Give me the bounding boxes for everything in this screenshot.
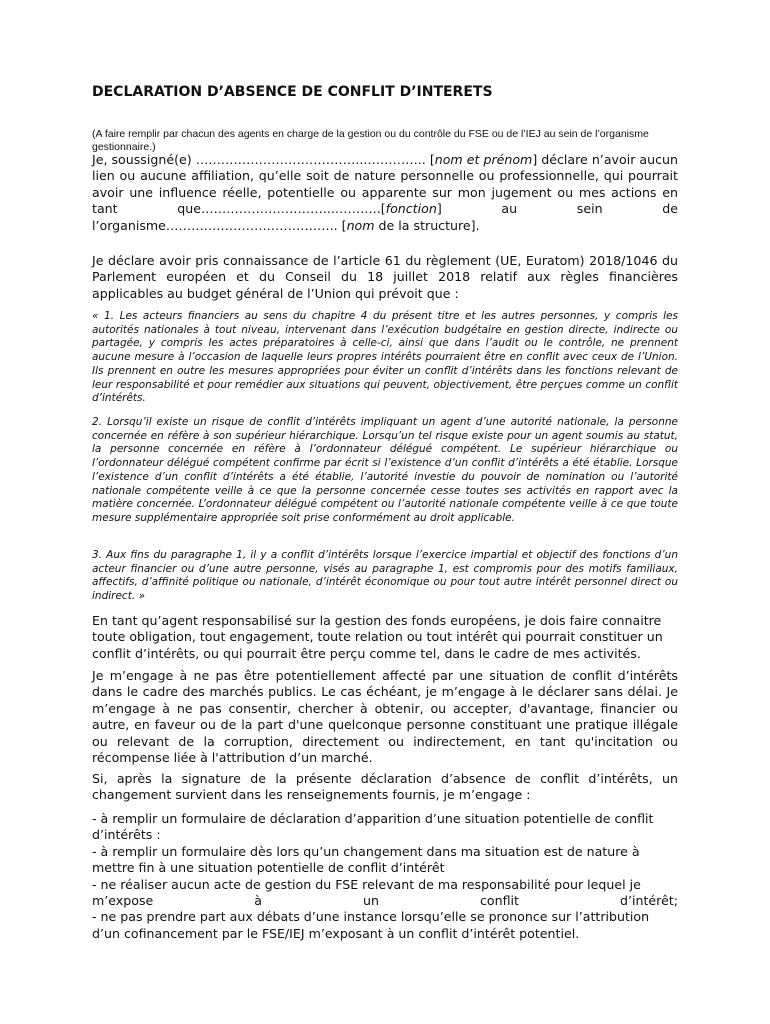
list-item-continuation: m’expose à un conflit d’intérêt; (92, 893, 678, 909)
list-item: - à remplir un formulaire dès lors qu’un changement dans ma situation est de nature à mettre fin à une situation potentielle de conflit d’intérêt (92, 843, 640, 876)
quote-paragraph-1: « 1. Les acteurs financiers au sens du chapitre 4 du présent titre et les autres personnes, y compris les autorités nationales à tout niveau, intervenant dans l’exécution budgétaire en gestion directe, indirecte ou partagée, y compris les actes préparatoires à celle-ci, ainsi que dans l’audit ou le contrôle, ne prennent aucune mesure à l’occasion de laquelle leurs propres intérêts pourraient être en conflit avec ceux de l’Union. Ils prennent en outre les mesures appropriées pour éviter un conflit d’intérêts dans les fonctions relevant de leur responsabilité et pour remédier aux situations qui peuvent, objectivement, être perçues comme un conflit d’intérêts. (92, 310, 678, 405)
list-item: - à remplir un formulaire de déclaration d’apparition d’une situation potentielle de conflit d’intérêts : (92, 811, 654, 843)
declaration-paragraph: Je déclare avoir pris connaissance de l’article 61 du règlement (UE, Euratom) 2018/1046 du Parlement européen et du Conseil du 18 juillet 2018 relatif aux règles financières applicables au budget général de l’Union qui prévoit que : (92, 253, 678, 301)
list-item: - ne réaliser aucun acte de gestion du FSE relevant de ma responsabilité pour lequel je (92, 876, 641, 892)
document-title: DECLARATION D’ABSENCE DE CONFLIT D’INTERETS (92, 84, 493, 100)
change-paragraph: Si, après la signature de la présente déclaration d’absence de conflit d’intérêts, un changement survient dans les renseignements fournis, je m’engage : (92, 771, 678, 803)
placeholder-nom-prenom: nom et prénom (434, 152, 533, 167)
quote-paragraph-2: 2. Lorsqu’il existe un risque de conflit d’intérêts impliquant un agent d’une autorité nationale, la personne concernée en réfère à son supérieur hiérarchique. Lorsqu’un tel risque existe pour un agent soumis au statut, la personne concernée en réfère à l’ordonnateur délégué compétent. Le supérieur hiérarchique ou l’ordonnateur délégué compétent confirme par écrit si l’existence d’un conflit d’intérêts a été établie. Lorsque l’existence d’un conflit d’intérêts a été établie, l’autorité investie du pouvoir de nomination ou l’autorité nationale compétente veille à ce que la personne concernée cesse toutes ses activités en rapport avec la matière concernée. L’ordonnateur délégué compétent ou l’autorité nationale compétente veille à ce que toute mesure supplémentaire appropriée soit prise conformément au droit applicable. (92, 416, 678, 524)
list-item: - ne pas prendre part aux débats d’une instance lorsqu’elle se prononce sur l’attribution d’un cofinancement par le FSE/IEJ m’exposant à un conflit d’intérêt potentiel. (92, 909, 650, 941)
quote-paragraph-3: 3. Aux fins du paragraphe 1, il y a conflit d’intérêts lorsque l’exercice impartial et objectif des fonctions d’un acteur financier ou d’une autre personne, visés au paragraphe 1, est compromis pour des motifs familiaux, affectifs, d’affinité politique ou nationale, d’intérêt économique ou pour tout autre intérêt personnel direct ou indirect. » (92, 549, 678, 603)
instruction-note: (A faire remplir par chacun des agents en charge de la gestion ou du contrôle du FSE ou de l’IEJ au sein de l’organisme gestionnaire.) (92, 128, 649, 153)
placeholder-nom: nom (346, 217, 375, 233)
commitment-list (92, 811, 678, 942)
placeholder-fonction: fonction (385, 201, 437, 217)
agent-paragraph: En tant qu’agent responsabilisé sur la gestion des fonds européens, je dois faire connaitre toute obligation, tout engagement, toute relation ou tout intérêt qui pourrait constituer un conflit d’intérêts, ou qui pourrait être perçu comme tel, dans le cadre de mes activités. (92, 613, 663, 661)
engagement-paragraph: Je m’engage à ne pas être potentiellement affecté par une situation de conflit d’intérêts dans le cadre des marchés publics. Le cas échéant, je m’engage à le déclarer sans délai. Je m’engage à ne pas consentir, chercher à obtenir, ou accepter, d'avantage, financier ou autre, en faveur ou de la part d'une quelconque personne constituant une pratique illégale ou relevant de la corruption, directement ou indirectement, en tant qu'incitation ou récompense liée à l'attribution d’un marché. (92, 668, 678, 766)
intro-paragraph: Je, soussigné(e) …………………………………..………….. [nom et prénom] déclare n’avoir aucun lien ou aucune affiliation, qu’elle soit de nature personnelle ou professionnelle, qui pourrait avoir une influence réelle, potentielle ou apparente sur mon jugement ou mes actions en tant que…………………………..………..[fonction] au sein de l’organisme………………………………….. [nom de la structure]. (92, 152, 679, 233)
